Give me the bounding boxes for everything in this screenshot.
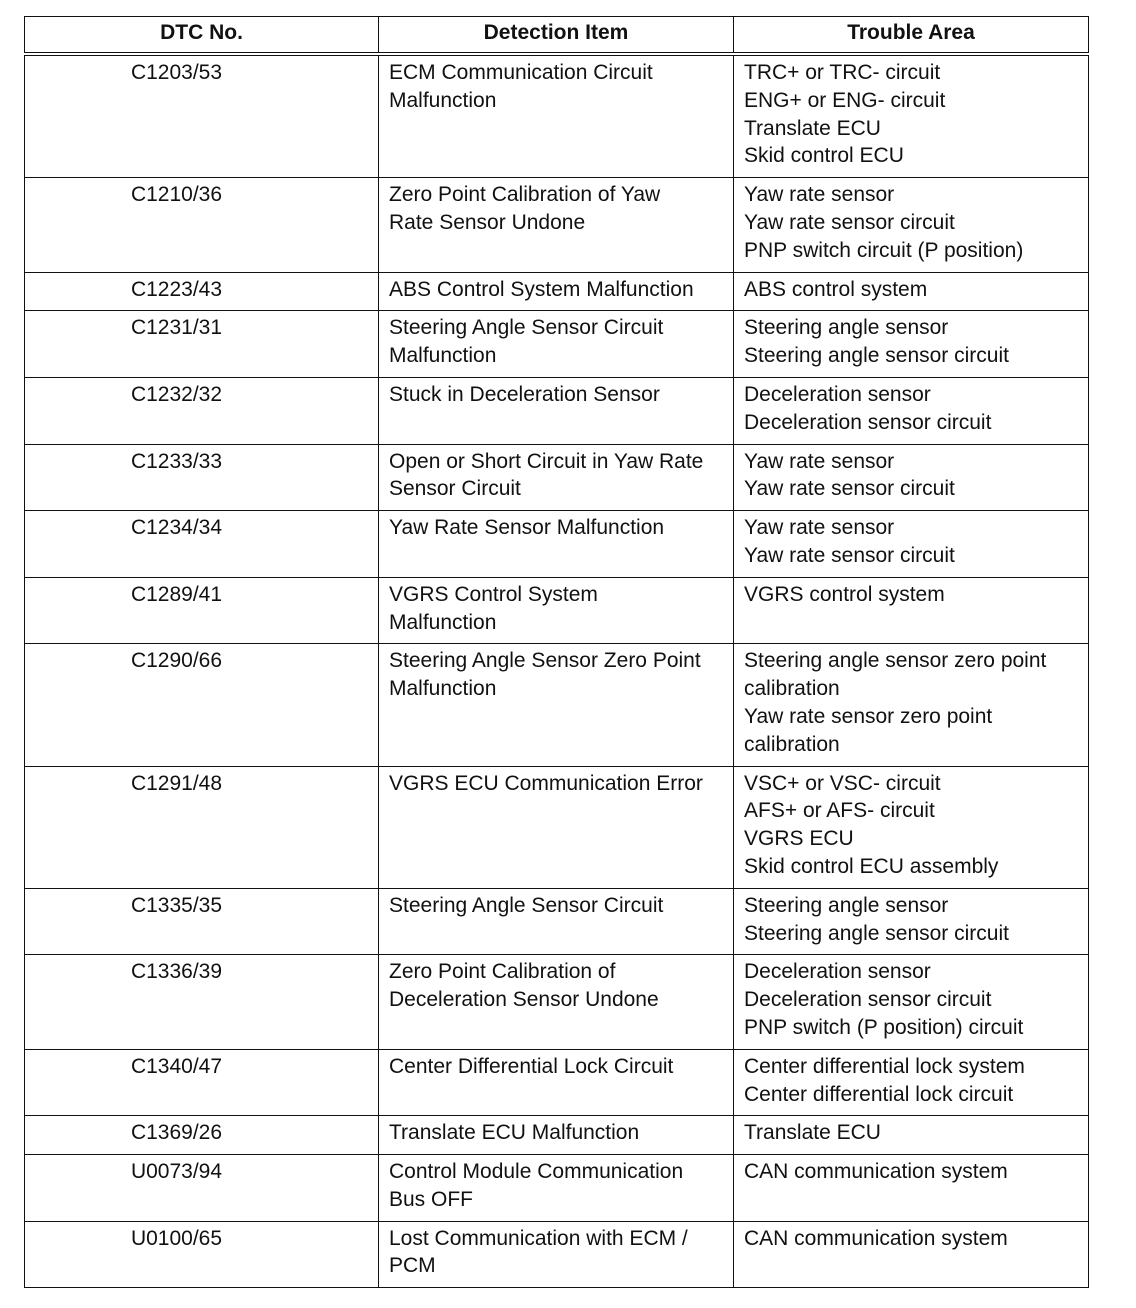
detection-item-cell [379,178,734,272]
detection-item-line: Steering Angle Sensor Zero Point [389,649,701,673]
detection-item-line: Steering Angle Sensor Circuit [389,893,664,917]
header-row [25,17,1089,55]
detection-item-line: Control Module Communication [389,1160,684,1184]
table-body [25,54,1089,1288]
trouble-area-line: Steering angle sensor [744,893,949,917]
header-detection-item: Detection Item [379,17,734,55]
dtc-code-cell: C1223/43 [25,272,379,311]
detection-item-line: Translate ECU Malfunction [389,1121,640,1145]
table-row [25,1221,1089,1288]
dtc-code-cell: C1291/48 [25,766,379,888]
table-row [25,54,1089,178]
trouble-area-line: Yaw rate sensor circuit [744,210,955,234]
trouble-area-line: Translate ECU [744,1121,881,1145]
dtc-code-cell: C1233/33 [25,444,379,511]
dtc-code-cell: C1335/35 [25,888,379,955]
trouble-area-line: Yaw rate sensor circuit [744,477,955,501]
detection-item-cell [379,888,734,955]
dtc-table [24,16,1089,1288]
detection-item-line: PCM [389,1254,436,1278]
trouble-area-line: Center differential lock system [744,1054,1025,1078]
trouble-area-line: VGRS ECU [744,827,854,851]
trouble-area-cell [734,1049,1089,1116]
trouble-area-cell [734,1116,1089,1155]
trouble-area-line: calibration [744,677,840,701]
detection-item-line: Zero Point Calibration of Yaw [389,183,661,207]
detection-item-line: Lost Communication with ECM / [389,1226,688,1250]
trouble-area-cell [734,577,1089,644]
trouble-area-line: Deceleration sensor circuit [744,410,992,434]
table-row [25,444,1089,511]
trouble-area-cell [734,272,1089,311]
detection-item-line: Steering Angle Sensor Circuit [389,316,664,340]
trouble-area-line: TRC+ or TRC- circuit [744,61,941,84]
detection-item-cell [379,1116,734,1155]
dtc-code-cell: U0100/65 [25,1221,379,1288]
trouble-area-cell [734,888,1089,955]
detection-item-line: Center Differential Lock Circuit [389,1054,674,1078]
trouble-area-cell [734,644,1089,766]
trouble-area-line: Yaw rate sensor zero point [744,704,993,728]
trouble-area-line: Center differential lock circuit [744,1082,1014,1106]
detection-item-line: Malfunction [389,344,497,368]
header-trouble-area: Trouble Area [734,17,1089,55]
trouble-area-line: Steering angle sensor circuit [744,921,1009,945]
detection-item-cell [379,955,734,1049]
detection-item-cell [379,577,734,644]
detection-item-cell [379,272,734,311]
detection-item-cell [379,766,734,888]
table-row [25,955,1089,1049]
detection-item-cell [379,1049,734,1116]
detection-item-line: ECM Communication Circuit [389,61,653,84]
table-row [25,766,1089,888]
dtc-code-cell: C1203/53 [25,54,379,178]
trouble-area-line: PNP switch circuit (P position) [744,238,1024,262]
table-row [25,178,1089,272]
trouble-area-cell [734,311,1089,378]
trouble-area-cell [734,511,1089,578]
header-dtc-no: DTC No. [25,17,379,55]
table-row [25,311,1089,378]
trouble-area-line: Yaw rate sensor [744,516,895,540]
trouble-area-line: Yaw rate sensor [744,183,895,207]
dtc-code-cell: C1234/34 [25,511,379,578]
detection-item-line: Malfunction [389,88,497,112]
dtc-code-cell: C1336/39 [25,955,379,1049]
table-row [25,888,1089,955]
detection-item-cell [379,1155,734,1222]
detection-item-line: VGRS ECU Communication Error [389,771,703,795]
trouble-area-line: Yaw rate sensor circuit [744,543,955,567]
trouble-area-line: CAN communication system [744,1226,1008,1250]
dtc-code-cell: U0073/94 [25,1155,379,1222]
trouble-area-cell [734,955,1089,1049]
trouble-area-cell [734,766,1089,888]
detection-item-line: Stuck in Deceleration Sensor [389,382,660,406]
dtc-code-cell: C1232/32 [25,377,379,444]
detection-item-cell [379,644,734,766]
detection-item-line: Malfunction [389,677,497,701]
trouble-area-cell [734,1221,1089,1288]
trouble-area-line: Skid control ECU assembly [744,854,999,878]
table-row [25,644,1089,766]
table-row [25,1116,1089,1155]
detection-item-line: Deceleration Sensor Undone [389,988,659,1012]
detection-item-cell [379,1221,734,1288]
trouble-area-line: Yaw rate sensor [744,449,895,473]
detection-item-line: Rate Sensor Undone [389,210,586,234]
trouble-area-line: ENG+ or ENG- circuit [744,88,946,112]
trouble-area-cell [734,377,1089,444]
trouble-area-line: PNP switch (P position) circuit [744,1015,1024,1039]
dtc-code-cell: C1289/41 [25,577,379,644]
dtc-code-cell: C1340/47 [25,1049,379,1116]
trouble-area-line: VSC+ or VSC- circuit [744,771,941,795]
table-row [25,577,1089,644]
trouble-area-line: calibration [744,732,840,756]
trouble-area-line: CAN communication system [744,1160,1008,1184]
detection-item-line: Zero Point Calibration of [389,960,616,984]
detection-item-cell [379,311,734,378]
trouble-area-line: VGRS control system [744,582,945,606]
trouble-area-line: Deceleration sensor [744,382,931,406]
trouble-area-line: Translate ECU [744,116,881,140]
detection-item-cell [379,377,734,444]
trouble-area-line: Steering angle sensor [744,316,949,340]
table-row [25,1049,1089,1116]
table-row [25,377,1089,444]
detection-item-cell [379,444,734,511]
table-row [25,1155,1089,1222]
detection-item-line: Bus OFF [389,1187,474,1211]
trouble-area-cell [734,444,1089,511]
detection-item-cell [379,54,734,178]
trouble-area-line: Steering angle sensor circuit [744,344,1009,368]
detection-item-line: Malfunction [389,610,497,634]
dtc-code-cell: C1290/66 [25,644,379,766]
dtc-code-cell: C1369/26 [25,1116,379,1155]
detection-item-line: ABS Control System Malfunction [389,277,694,301]
trouble-area-cell [734,1155,1089,1222]
detection-item-cell [379,511,734,578]
trouble-area-line: Deceleration sensor circuit [744,988,992,1012]
trouble-area-cell [734,178,1089,272]
detection-item-line: VGRS Control System [389,582,598,606]
trouble-area-line: ABS control system [744,277,928,301]
detection-item-line: Yaw Rate Sensor Malfunction [389,516,665,540]
trouble-area-line: Skid control ECU [744,144,904,168]
trouble-area-line: AFS+ or AFS- circuit [744,799,935,823]
trouble-area-line: Steering angle sensor zero point [744,649,1047,673]
dtc-code-cell: C1210/36 [25,178,379,272]
dtc-code-cell: C1231/31 [25,311,379,378]
detection-item-line: Sensor Circuit [389,477,521,501]
trouble-area-line: Deceleration sensor [744,960,931,984]
table-row [25,511,1089,578]
detection-item-line: Open or Short Circuit in Yaw Rate [389,449,704,473]
table-row [25,272,1089,311]
trouble-area-cell [734,54,1089,178]
